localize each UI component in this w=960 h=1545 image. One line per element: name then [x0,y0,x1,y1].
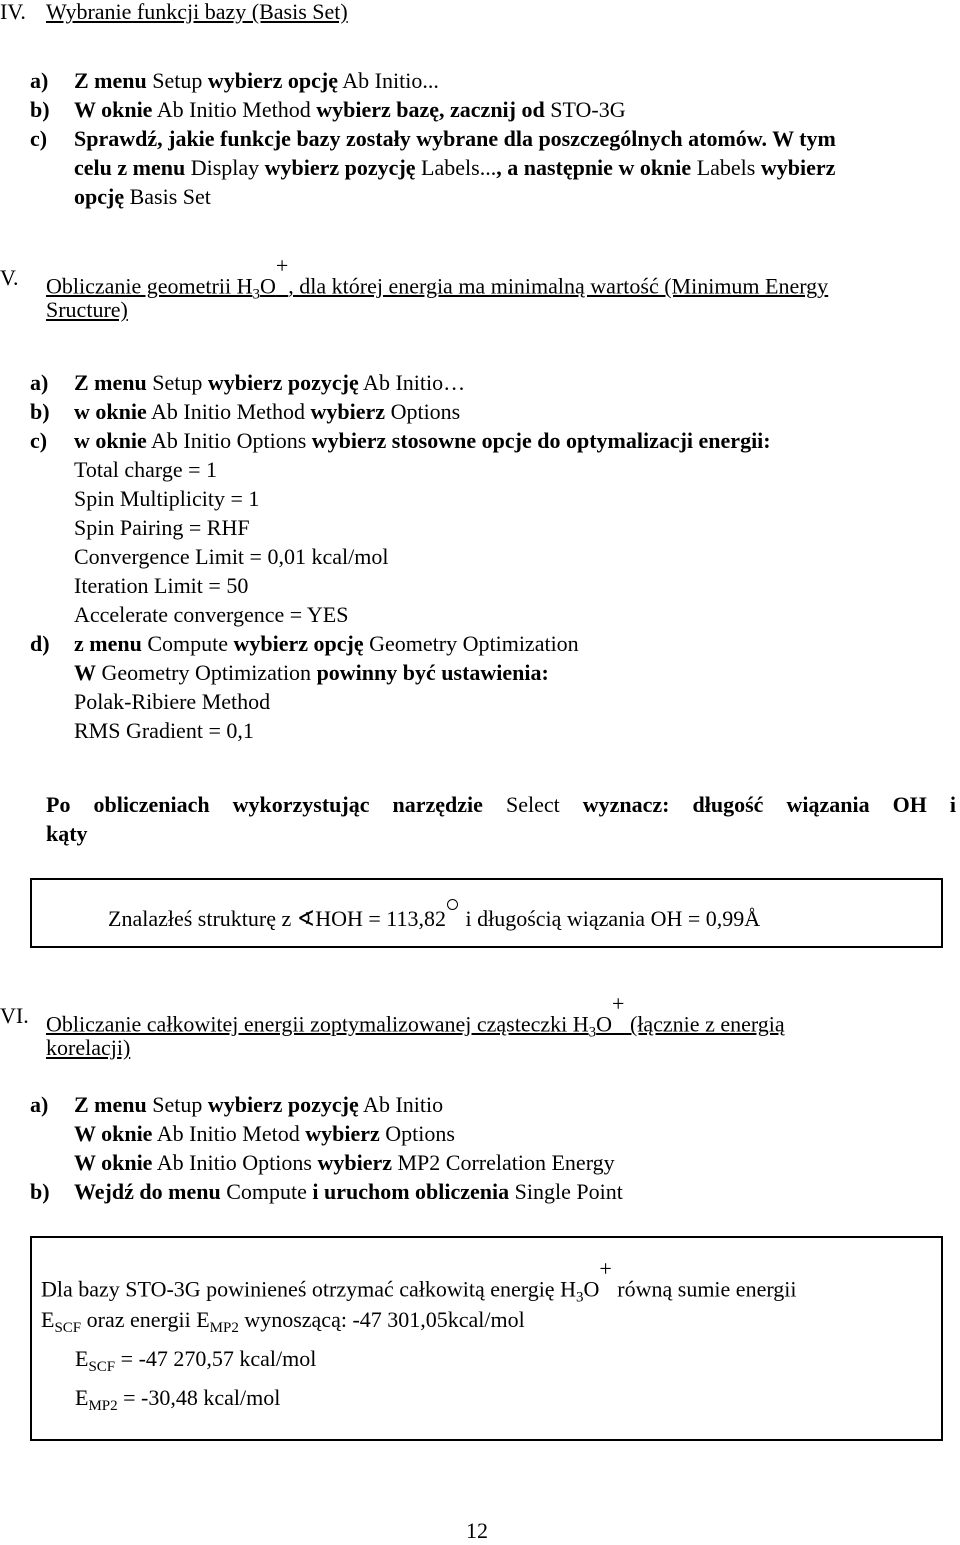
option-line: Accelerate convergence = YES [74,602,349,627]
section-5-title-line2: Sructure) [46,297,128,322]
angle-symbol: ∢ [296,906,316,931]
energy-mp2-line: $E_{MP2} = -30,48$ kcal/mol [75,1385,281,1414]
step-label: a) [30,68,49,93]
option-line: Convergence Limit = 0,01 kcal/mol [74,544,389,569]
after-calc-instruction-line2: kąty [46,821,88,846]
step-label: a) [30,1092,49,1117]
energy-scf-line: $E_{SCF} = -47$ 270,57 kcal/mol [75,1346,317,1375]
step-label: a) [30,370,49,395]
step-6a-line2: W oknie Ab Initio Metod wybierz Options [74,1121,455,1146]
step-4c-line2: celu z menu Display wybierz pozycję Labels..., a następnie w oknie Labels wybierz [74,155,836,180]
after-calc-instruction: Po obliczeniach wykorzystując narzędzie Select wyznacz: długość wiązania OH i [46,792,956,817]
step-label: b) [30,399,50,424]
step-4c-line3: opcję Basis Set [74,184,211,209]
section-6-heading [0,991,785,1041]
result-box [30,878,943,948]
page-number: 12 [466,1518,488,1543]
section-5-title: Obliczanie geometrii $H_3O^+$, dla której energia ma minimalną wartość (Minimum Energy [46,253,829,303]
step-label: c) [30,428,48,453]
section-4-title: Wybranie funkcji bazy (Basis Set) [46,0,348,24]
option-line: Polak-Ribiere Method [74,689,271,714]
section-5-number: V. [0,265,19,290]
energy-box [30,1236,943,1441]
step-label: b) [30,97,50,122]
option-line: Spin Multiplicity = 1 [74,486,260,511]
degree-symbol [447,899,458,910]
section-6-number: VI. [0,1003,29,1028]
step-4c-line1: Sprawdź, jakie funkcje bazy zostały wybrane dla poszczególnych atomów. W tym [74,126,836,151]
step-label: d) [30,631,50,656]
energy-line2: $E_{SCF}$ oraz energii $E_{MP2}$ wynoszącą: -47 301,05kcal/mol [41,1307,525,1336]
section-4-number: IV. [0,0,26,24]
option-line: RMS Gradient = 0,1 [74,718,254,743]
section-6-title: Obliczanie całkowitej energii zoptymalizowanej cząsteczki $H_3O^+$ (łącznie z energią [46,991,785,1041]
step-6a-line3: W oknie Ab Initio Options wybierz MP2 Correlation Energy [74,1150,615,1175]
section-6-title-line2: korelacji) [46,1035,131,1060]
option-line: Iteration Limit = 50 [74,573,249,598]
step-label: b) [30,1179,50,1204]
step-5d-line2: W Geometry Optimization powinny być ustawienia: [74,660,549,685]
energy-line1: Dla bazy STO-3G powinieneś otrzymać całkowitą energię $H_3O^+$ równą sumie energii [41,1256,797,1306]
step-label: c) [30,126,48,151]
option-line: Total charge = 1 [74,457,218,482]
section-5-heading [0,253,829,303]
option-line: Spin Pairing = RHF [74,515,250,540]
section-4-heading [0,0,348,26]
result-text: Znalazłeś strukturę z ∢HOH = 113,82 i długością wiązania OH = 0,99Å [108,905,760,933]
